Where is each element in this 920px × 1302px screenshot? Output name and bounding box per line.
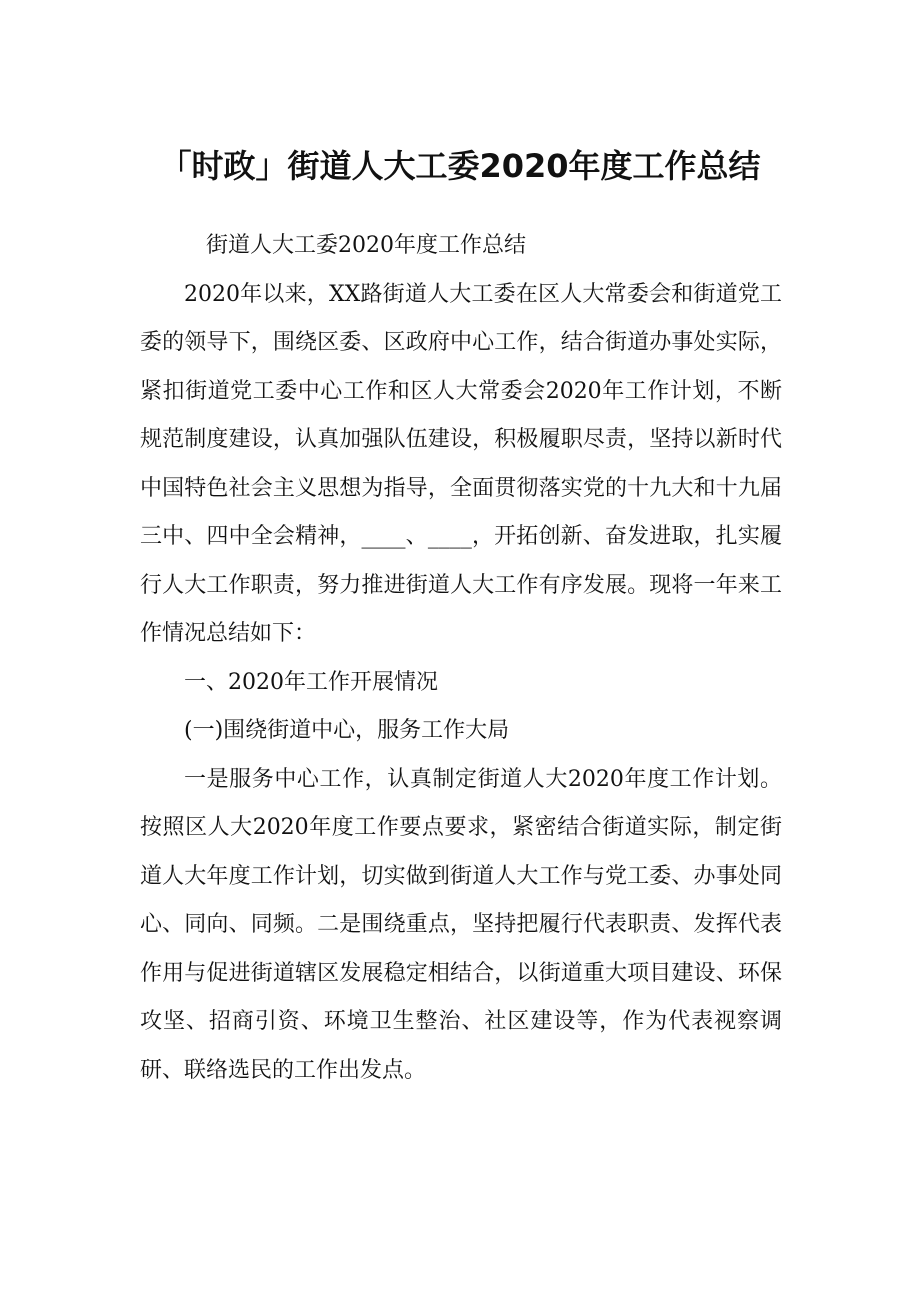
section-heading: 一、2020年工作开展情况: [184, 669, 438, 695]
subsection-heading: (一)围绕街道中心，服务工作大局: [184, 718, 510, 743]
document-subtitle: 街道人大工委2020年度工作总结: [206, 233, 526, 258]
intro-paragraph: 2020年以来，XX路街道人大工委在区人大常委会和街道党工委的领导下，围绕区委、区政府中心工作，结合街道办事处实际，紧扣街道党工委中心工作和区人大常委会2020年工作计划，不断规范制度建设，认真加强队伍建设，积极履职尽责，坚持以新时代中国特色社会主义思想为指导，全面贯彻落实党的十九大和十九届三中、四中全会精神，____、____，开拓创新、奋发进取，扎实履行人大工作职责，努力推进街道人大工作有序发展。现将一年来工作情况总结如下：: [140, 281, 782, 646]
document-body: [140, 222, 782, 1095]
body-paragraph: 一是服务中心工作，认真制定街道人大2020年度工作计划。按照区人大2020年度工作要点要求，紧密结合街道实际，制定街道人大年度工作计划，切实做到街道人大工作与党工委、办事处同心、同向、同频。二是围绕重点，坚持把履行代表职责、发挥代表作用与促进街道辖区发展稳定相结合，以街道重大项目建设、环保攻坚、招商引资、环境卫生整治、社区建设等，作为代表视察调研、联络选民的工作出发点。: [140, 766, 782, 1083]
document-title: 「时政」街道人大工委2020年度工作总结: [159, 147, 761, 185]
